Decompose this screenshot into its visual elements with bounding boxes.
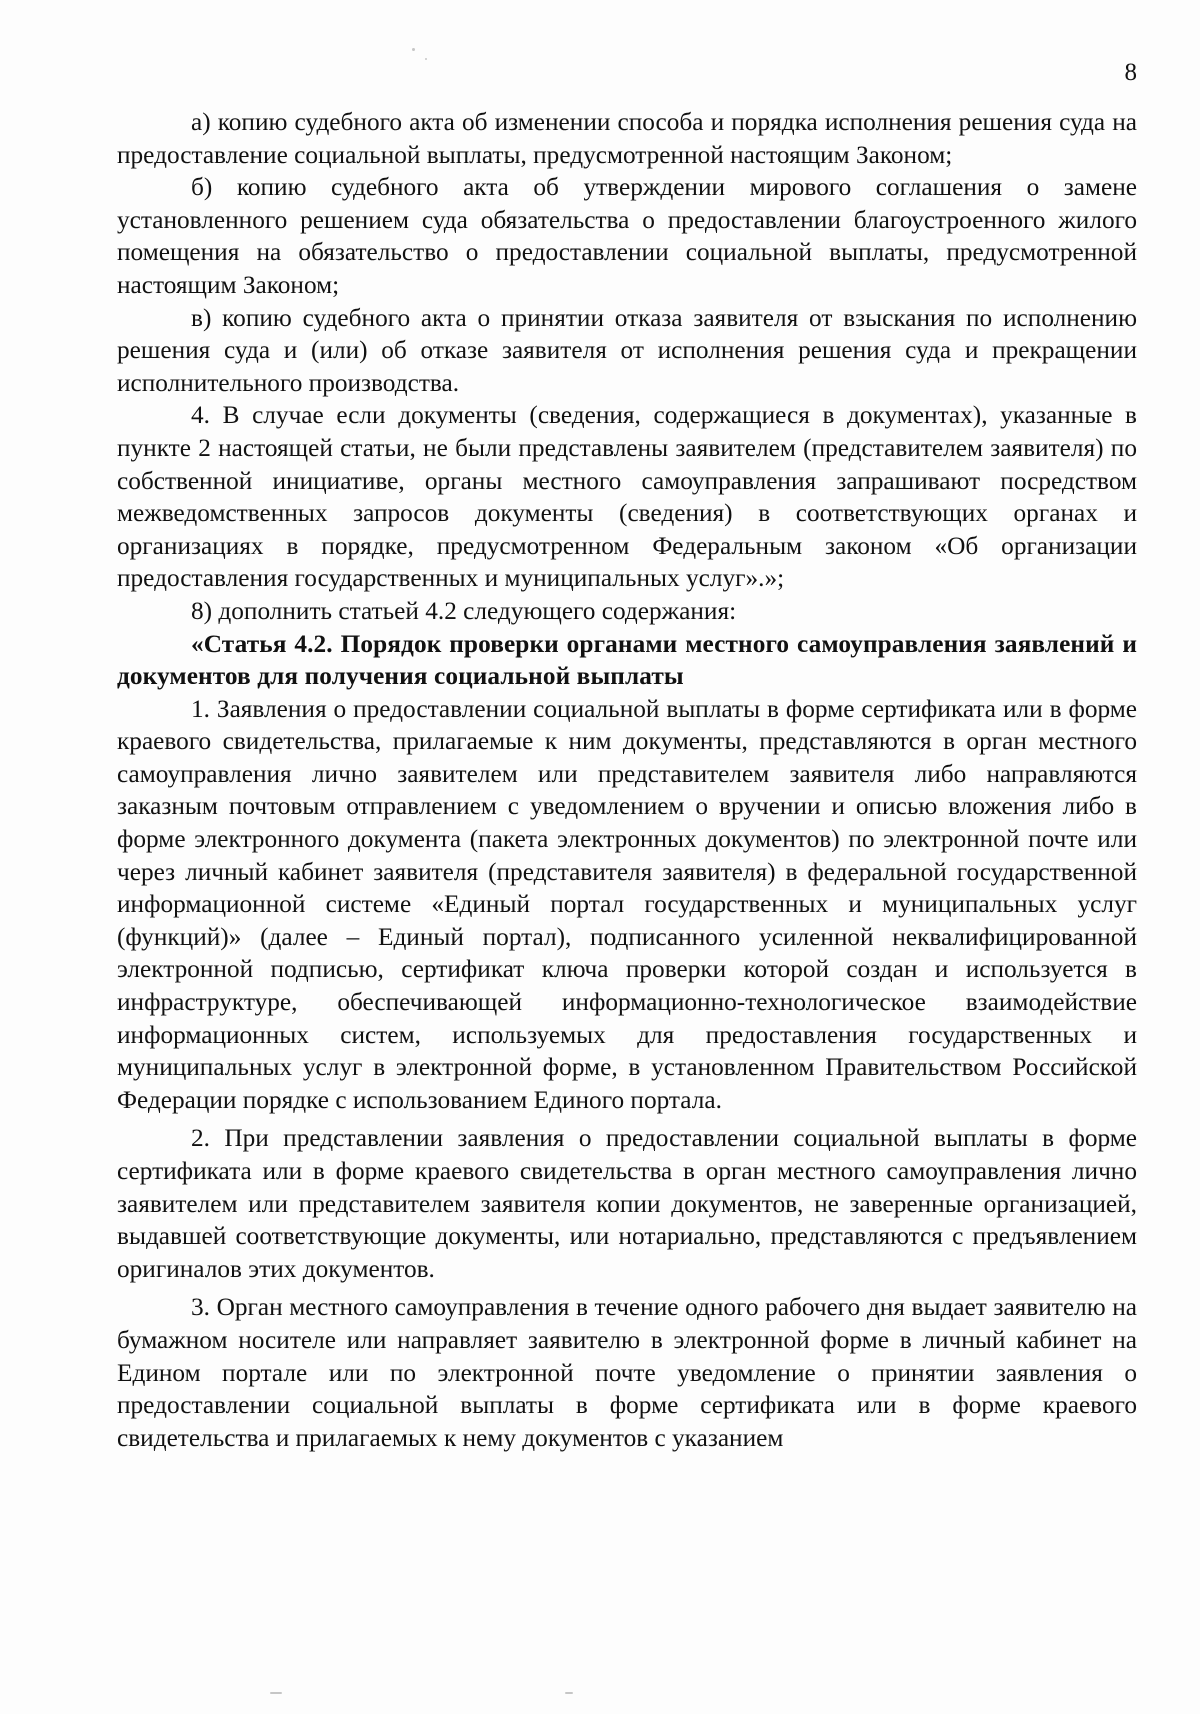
paragraph-amendment-8: 8) дополнить статьей 4.2 следующего содержания: [191,596,737,625]
paragraph-b: б) копию судебного акта об утверждении мирового соглашения о замене установленного решением суда обязательства о предоставлении благоустроенного жилого помещения на обязательство о предоставлении социальной выплаты, предусмотренной настоящим Законом; [117,173,1137,299]
scan-speck [270,1692,282,1694]
paragraph-4: 4. В случае если документы (сведения, содержащиеся в документах), указанные в пункте 2 настоящей статьи, не были представлены заявителем (представителем заявителя) по собственной инициативе, органы местного самоуправления запрашивают посредством межведомственных запросов документы (сведения) в соответствующих органах и организациях в порядке, предусмотренном Федеральным законом «Об организации предоставления государственных и муниципальных услуг».»; [117,401,1137,593]
scan-speck [425,58,427,60]
article-paragraph-2: 2. При представлении заявления о предоставлении социальной выплаты в форме сертификата или в форме краевого свидетельства в орган местного самоуправления лично заявителем или представителем заявителя копии документов, не заверенные организацией, выдавшей соответствующие документы, или нотариально, представляются с предъявлением оригиналов этих документов. [117,1124,1137,1283]
scan-speck [412,48,415,51]
paragraph-a: а) копию судебного акта об изменении способа и порядка исполнения решения суда на предоставление социальной выплаты, предусмотренной настоящим Законом; [117,108,1137,169]
article-heading: «Статья 4.2. Порядок проверки органами местного самоуправления заявлений и документов для получения социальной выплаты [117,629,1137,691]
article-paragraph-1: 1. Заявления о предоставлении социальной выплаты в форме сертификата или в форме краевого свидетельства, прилагаемые к ним документы, представляются в орган местного самоуправления лично заявителем или представителем заявителя либо направляются заказным почтовым отправлением с уведомлением о вручении и описью вложения либо в форме электронного документа (пакета электронных документов) по электронной почте или через личный кабинет заявителя (представителя заявителя) в федеральной государственной информационной системе «Единый портал государственных и муниципальных услуг (функций)» (далее – Единый портал), подписанного усиленной неквалифицированной электронной подписью, сертификат ключа проверки которой создан и используется в инфраструктуре, обеспечивающей информационно-технологическое взаимодействие информационных систем, используемых для предоставления государственных и муниципальных услуг в электронной форме, в установленном Правительством Российской Федерации порядке с использованием Единого портала. [117,694,1137,1114]
scan-speck [565,1692,573,1694]
page-number: 8 [1124,59,1137,86]
document-body [117,106,1137,1454]
paragraph-v: в) копию судебного акта о принятии отказа заявителя от взыскания по исполнению решения суда и (или) об отказе заявителя от исполнения решения суда и прекращении исполнительного производства. [117,303,1137,397]
article-paragraph-3: 3. Орган местного самоуправления в течение одного рабочего дня выдает заявителю на бумажном носителе или направляет заявителю в электронной форме в личный кабинет на Едином портале или по электронной почте уведомление о принятии заявления о предоставлении социальной выплаты в форме сертификата или в форме краевого свидетельства и прилагаемых к нему документов с указанием [117,1293,1137,1452]
